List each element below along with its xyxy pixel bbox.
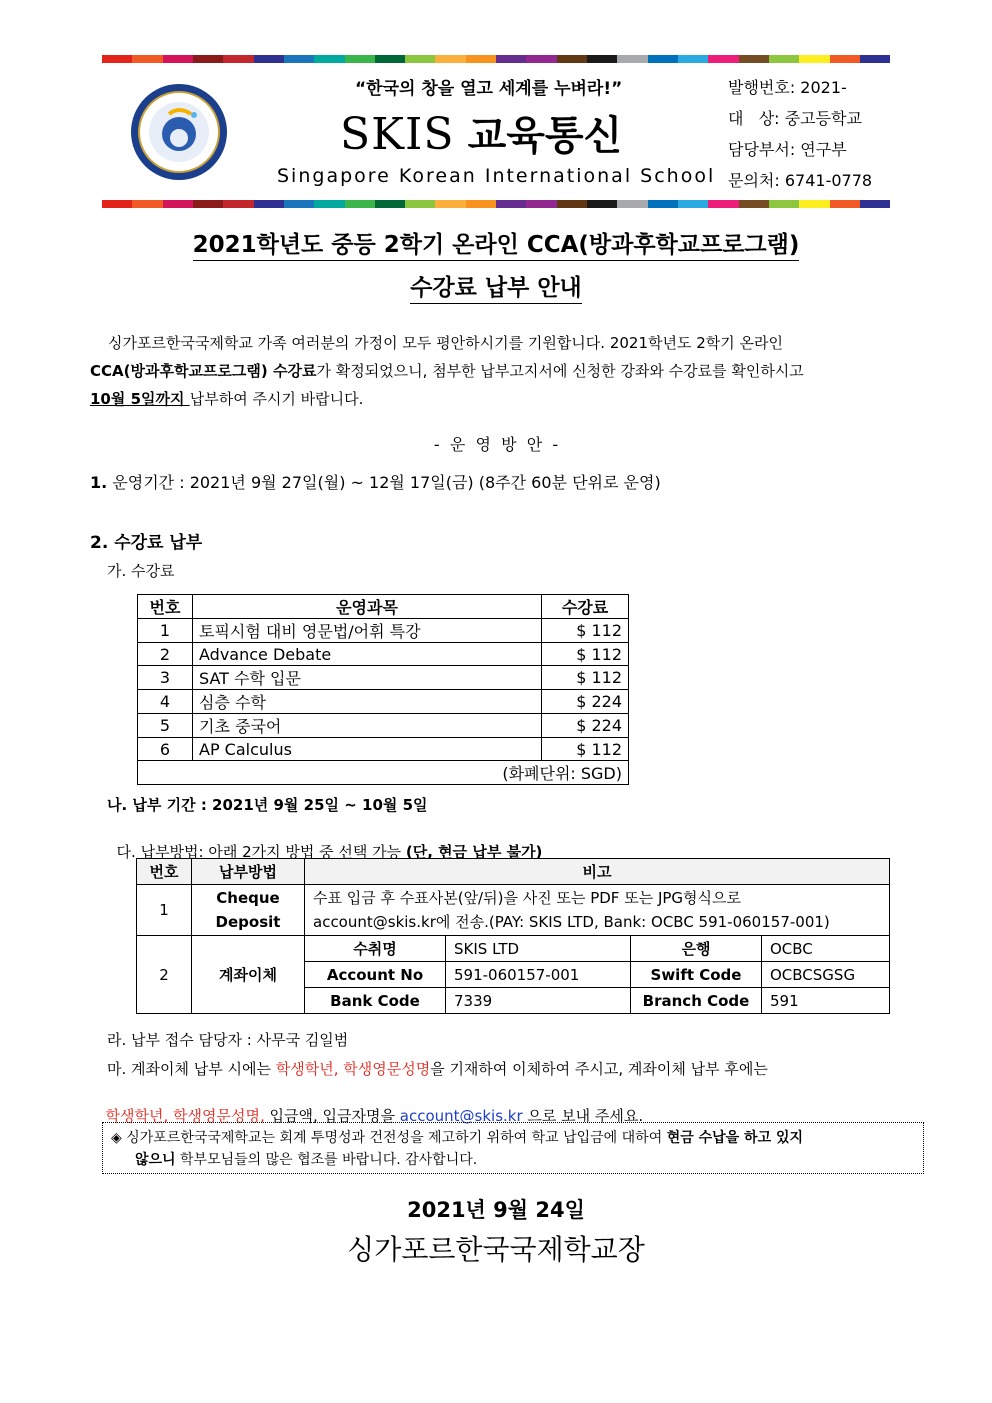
fee-row-number: 2	[138, 643, 193, 666]
intro-paragraph	[90, 329, 912, 413]
color-bar-segment	[617, 55, 647, 63]
fee-row-subject: 심층 수학	[193, 690, 542, 714]
color-bar-segment	[830, 55, 860, 63]
sub-ma-text: 마. 계좌이체 납부 시에는	[107, 1060, 276, 1078]
color-bar-segment	[466, 200, 496, 208]
color-bar-segment	[132, 55, 162, 63]
header-color-bar-top	[102, 55, 890, 63]
table-row	[138, 714, 629, 738]
bank-value: 591-060157-001	[446, 962, 631, 988]
section-header: - 운 영 방 안 -	[433, 435, 559, 454]
pay-method-cheque: Cheque	[216, 889, 280, 907]
fee-row-amount: $ 112	[542, 666, 629, 690]
intro-deadline: 10월 5일까지	[90, 390, 190, 408]
bank-value: OCBC	[762, 936, 890, 962]
school-name-en: Singapore Korean International School	[277, 165, 716, 187]
color-bar-segment	[526, 200, 556, 208]
bank-label: Bank Code	[305, 988, 446, 1014]
color-bar-segment	[435, 55, 465, 63]
issue-date: 2021년 9월 24일	[407, 1198, 585, 1222]
bank-label: Branch Code	[631, 988, 762, 1014]
newsletter-title-en: SKIS	[340, 109, 455, 160]
notice-line1	[111, 1127, 915, 1149]
header-meta	[728, 72, 872, 196]
fee-row-subject: Advance Debate	[193, 643, 542, 666]
fee-row-number: 4	[138, 690, 193, 714]
color-bar-segment	[163, 200, 193, 208]
color-bar-segment	[708, 200, 738, 208]
color-bar-segment	[254, 55, 284, 63]
color-bar-segment	[587, 200, 617, 208]
color-bar-segment	[223, 200, 253, 208]
intro-line2-rest: 가 확정되었으니, 첨부한 납부고지서에 신청한 강좌와 수강료를 확인하시고	[316, 362, 804, 380]
color-bar-segment	[769, 55, 799, 63]
color-bar-segment	[435, 200, 465, 208]
color-bar-segment	[557, 200, 587, 208]
color-bar-segment	[375, 200, 405, 208]
color-bar-segment	[526, 55, 556, 63]
color-bar-segment	[193, 200, 223, 208]
item2-sub-ma-cont	[96, 1087, 643, 1126]
item1-number: 1.	[90, 473, 108, 492]
notice-bold: 않으니	[135, 1152, 176, 1168]
bank-label: Swift Code	[631, 962, 762, 988]
meta-target: 대 상: 중고등학교	[728, 109, 862, 128]
item1-text: 운영기간 : 2021년 9월 27일(월) ~ 12월 17일(금) (8주간 60분 단위로 운영)	[112, 473, 661, 492]
sub-ma-text: 으로 보내 주세요.	[522, 1107, 644, 1125]
intro-line1: 싱가포르한국국제학교 가족 여러분의 가정이 모두 평안하시기를 기원합니다. 2021학년도 2학기 온라인	[108, 334, 784, 352]
notice-bold: 현금 수납을 하고 있지	[666, 1130, 804, 1146]
color-bar-segment	[739, 55, 769, 63]
color-bar-segment	[314, 200, 344, 208]
intro-line3-rest: 납부하여 주시기 바랍니다.	[189, 390, 364, 408]
color-bar-segment	[799, 55, 829, 63]
intro-line2	[90, 357, 912, 385]
pay-col-note: 비고	[305, 859, 890, 885]
sub-da-text: 다. 납부방법: 아래 2가지 방법 중 선택 가능	[116, 843, 406, 861]
meta-issue-number: 발행번호: 2021-	[728, 78, 847, 97]
pay-row2-number: 2	[137, 936, 192, 1014]
table-row	[138, 666, 629, 690]
color-bar-segment	[102, 200, 132, 208]
currency-note: (화폐단위: SGD)	[138, 761, 629, 785]
contact-email-link[interactable]: account@skis.kr	[399, 1107, 523, 1125]
pay-row1-number: 1	[137, 885, 192, 936]
fee-row-subject: SAT 수학 입문	[193, 666, 542, 690]
bank-label: 은행	[631, 936, 762, 962]
table-row	[138, 643, 629, 666]
color-bar-segment	[193, 55, 223, 63]
bank-label: 수취명	[305, 936, 446, 962]
header-slogan: “한국의 창을 열고 세계를 누벼라!”	[355, 79, 623, 99]
sub-da-bold: (단, 현금 납부 불가)	[405, 843, 543, 861]
color-bar-segment	[132, 200, 162, 208]
fee-row-amount: $ 112	[542, 643, 629, 666]
color-bar-segment	[314, 55, 344, 63]
fee-row-subject: 토픽시험 대비 영문법/어휘 특강	[193, 619, 542, 643]
notice-box	[102, 1122, 924, 1174]
cheque-note-line1: 수표 입금 후 수표사본(앞/뒤)을 사진 또는 PDF 또는 JPG형식으로	[313, 889, 742, 907]
table-row	[138, 690, 629, 714]
bank-value: 591	[762, 988, 890, 1014]
color-bar-segment	[708, 55, 738, 63]
intro-line2-bold: CCA(방과후학교프로그램) 수강료	[90, 362, 317, 380]
color-bar-segment	[648, 55, 678, 63]
color-bar-segment	[678, 55, 708, 63]
color-bar-segment	[284, 200, 314, 208]
pay-method-deposit: Deposit	[215, 913, 281, 931]
color-bar-segment	[648, 200, 678, 208]
color-bar-segment	[405, 200, 435, 208]
bank-value: OCBCSGSG	[762, 962, 890, 988]
item2-sub-ra: 라. 납부 접수 담당자 : 사무국 김일범	[107, 1031, 349, 1049]
color-bar-segment	[557, 55, 587, 63]
color-bar-segment	[405, 55, 435, 63]
color-bar-segment	[830, 200, 860, 208]
document-title	[0, 230, 992, 261]
notice-bullet: ◈	[111, 1130, 122, 1146]
pay-row2-method: 계좌이체	[192, 936, 305, 1014]
fee-col-subject: 운영과목	[193, 595, 542, 619]
fee-row-number: 6	[138, 738, 193, 761]
meta-department: 담당부서: 연구부	[728, 140, 847, 159]
fee-row-amount: $ 112	[542, 738, 629, 761]
fee-row-number: 5	[138, 714, 193, 738]
pay-row1-method	[192, 885, 305, 936]
bank-label: Account No	[305, 962, 446, 988]
item2-sub-ma	[107, 1058, 768, 1079]
table-row	[137, 936, 890, 962]
fee-row-subject: AP Calculus	[193, 738, 542, 761]
payment-method-table	[136, 858, 890, 1014]
newsletter-title	[340, 104, 622, 160]
color-bar-segment	[345, 55, 375, 63]
color-bar-segment	[860, 200, 890, 208]
notice-text: 싱가포르한국국제학교는 회계 투명성과 건전성을 제고하기 위하여 학교 납입금에 대하여	[126, 1130, 667, 1146]
color-bar-segment	[102, 55, 132, 63]
document-title-line1: 2021학년도 중등 2학기 온라인 CCA(방과후학교프로그램)	[193, 230, 800, 261]
sub-ma-highlight: 학생학년, 학생영문성명	[275, 1060, 431, 1078]
pay-col-method: 납부방법	[192, 859, 305, 885]
fee-row-number: 1	[138, 619, 193, 643]
color-bar-segment	[860, 55, 890, 63]
table-row	[137, 885, 890, 936]
color-bar-segment	[587, 55, 617, 63]
pay-table-header	[137, 859, 890, 885]
color-bar-segment	[769, 200, 799, 208]
item1-operation-period	[90, 470, 661, 493]
pay-col-number: 번호	[137, 859, 192, 885]
color-bar-segment	[163, 55, 193, 63]
fee-col-fee: 수강료	[542, 595, 629, 619]
document-title-line2: 수강료 납부 안내	[410, 273, 582, 304]
notice-text: 학부모님들의 많은 협조를 바랍니다. 감사합니다.	[175, 1152, 478, 1168]
color-bar-segment	[345, 200, 375, 208]
sub-ma-text: 입금액, 입금자명을	[264, 1107, 400, 1125]
item2-heading: 2. 수강료 납부	[90, 533, 203, 553]
sub-ma-highlight: 학생학년, 학생영문성명,	[105, 1107, 265, 1125]
fee-row-amount: $ 224	[542, 690, 629, 714]
fee-row-number: 3	[138, 666, 193, 690]
color-bar-segment	[284, 55, 314, 63]
item2-sub-ga: 가. 수강료	[107, 562, 175, 580]
meta-contact: 문의처: 6741-0778	[728, 171, 873, 190]
color-bar-segment	[254, 200, 284, 208]
school-seal-logo	[131, 84, 227, 180]
sub-ma-text: 을 기재하여 이체하여 주시고, 계좌이체 납부 후에는	[430, 1060, 768, 1078]
table-row	[138, 738, 629, 761]
item2-sub-na: 나. 납부 기간 : 2021년 9월 25일 ~ 10월 5일	[107, 796, 428, 814]
fee-row-amount: $ 224	[542, 714, 629, 738]
pay-row1-note	[305, 885, 890, 936]
principal-signature: 싱가포르한국국제학교장	[347, 1233, 645, 1266]
color-bar-segment	[466, 55, 496, 63]
notice-line2	[111, 1149, 915, 1171]
color-bar-segment	[223, 55, 253, 63]
color-bar-segment	[678, 200, 708, 208]
document-subtitle	[0, 273, 992, 304]
color-bar-segment	[617, 200, 647, 208]
color-bar-segment	[496, 200, 526, 208]
fee-row-amount: $ 112	[542, 619, 629, 643]
fee-table-note-row	[138, 761, 629, 785]
newsletter-title-kr: 교육통신	[467, 113, 623, 159]
fee-row-subject: 기초 중국어	[193, 714, 542, 738]
fee-table-header	[138, 595, 629, 619]
intro-line3	[90, 385, 912, 413]
color-bar-segment	[799, 200, 829, 208]
header-color-bar-bottom	[102, 200, 890, 208]
item2-sub-da	[107, 823, 542, 862]
bank-value: 7339	[446, 988, 631, 1014]
color-bar-segment	[496, 55, 526, 63]
color-bar-segment	[739, 200, 769, 208]
table-row	[138, 619, 629, 643]
color-bar-segment	[375, 55, 405, 63]
cheque-note-line2: account@skis.kr에 전송.(PAY: SKIS LTD, Bank: OCBC 591-060157-001)	[313, 913, 830, 931]
bank-value: SKIS LTD	[446, 936, 631, 962]
fee-col-number: 번호	[138, 595, 193, 619]
fee-table	[137, 594, 629, 785]
